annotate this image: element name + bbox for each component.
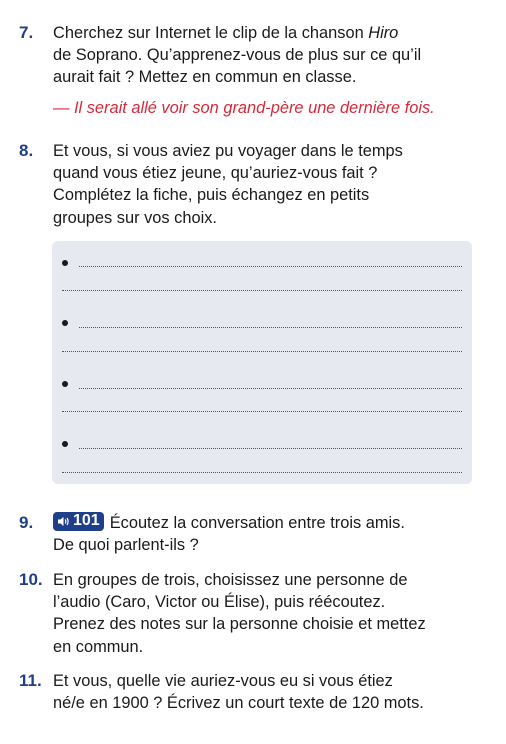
- speaker-icon: [57, 516, 70, 527]
- instruction-line: aurait fait ? Mettez en commun en classe.: [53, 68, 357, 87]
- exercise-instruction: [53, 670, 493, 714]
- exercise-instruction: [53, 140, 493, 229]
- instruction-line: Complétez la fiche, puis échangez en petits: [53, 186, 370, 205]
- instruction-line: de Soprano. Qu’apprenez-vous de plus sur ce qu’il: [53, 46, 422, 65]
- write-line[interactable]: [79, 266, 462, 267]
- write-line[interactable]: [62, 472, 462, 473]
- write-line[interactable]: [62, 351, 462, 352]
- bullet-icon: [62, 381, 68, 387]
- instruction-line: quand vous étiez jeune, qu’auriez-vous fait ?: [53, 164, 378, 183]
- exercise-number: 7.: [19, 23, 34, 42]
- instruction-line: l’audio (Caro, Victor ou Élise), puis réécoutez.: [53, 593, 386, 612]
- instruction-line: De quoi parlent-ils ?: [53, 536, 199, 555]
- instruction-line: Et vous, quelle vie auriez-vous eu si vous étiez: [53, 672, 393, 690]
- write-line[interactable]: [62, 290, 462, 291]
- instruction-line: Prenez des notes sur la personne choisie et mettez: [53, 615, 426, 634]
- instruction-line: Cherchez sur Internet le clip de la chanson: [53, 24, 369, 42]
- song-title: Hiro: [368, 24, 399, 42]
- instruction-line: groupes sur vos choix.: [53, 208, 217, 227]
- bullet-icon: [62, 260, 68, 266]
- exercise-number: 9.: [19, 513, 34, 532]
- exercise-number: 8.: [19, 141, 34, 160]
- exercise-instruction: [53, 512, 493, 556]
- sample-answer: — Il serait allé voir son grand-père une dernière fois.: [53, 99, 435, 117]
- instruction-line: Écoutez la conversation entre trois amis.: [109, 514, 405, 532]
- exercise-number: 11.: [19, 671, 42, 690]
- instruction-line: né/e en 1900 ? Écrivez un court texte de 120 mots.: [53, 694, 424, 713]
- audio-track-badge[interactable]: [53, 512, 104, 531]
- write-line[interactable]: [79, 327, 462, 328]
- fill-in-form: [52, 241, 472, 484]
- write-line[interactable]: [79, 448, 462, 449]
- write-line[interactable]: [79, 388, 462, 389]
- instruction-line: Et vous, si vous aviez pu voyager dans le temps: [53, 142, 403, 160]
- instruction-line: en commun.: [53, 637, 144, 656]
- exercise-instruction: [53, 22, 493, 89]
- write-line[interactable]: [62, 411, 462, 412]
- bullet-icon: [62, 441, 68, 447]
- exercise-instruction: [53, 569, 493, 658]
- instruction-line: En groupes de trois, choisissez une personne de: [53, 571, 408, 589]
- audio-track-number: 101: [73, 512, 100, 530]
- bullet-icon: [62, 320, 68, 326]
- exercise-number: 10.: [19, 570, 43, 589]
